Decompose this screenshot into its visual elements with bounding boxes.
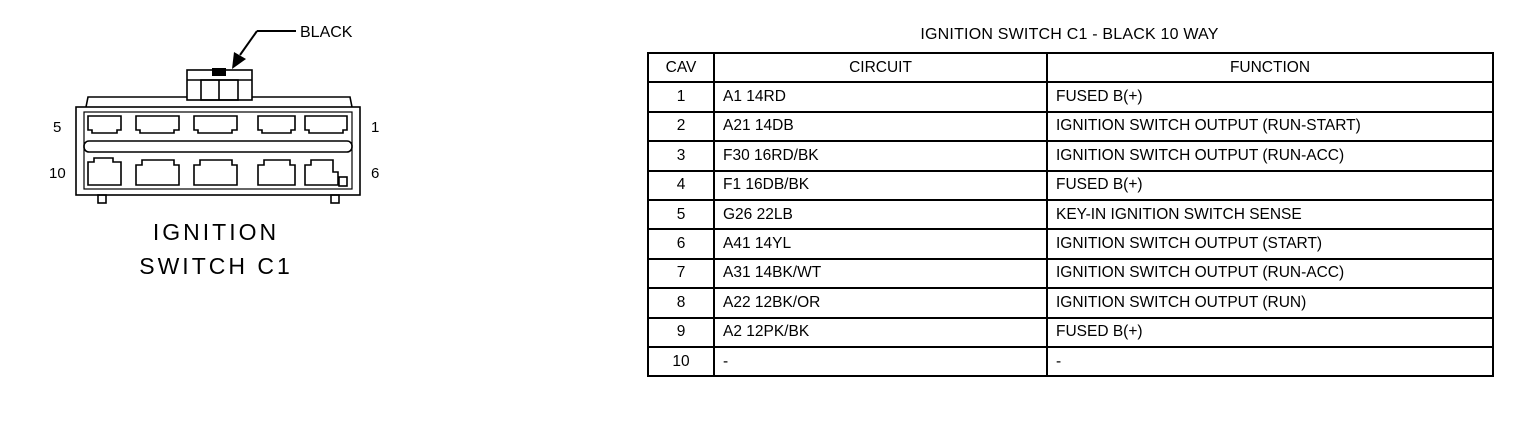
- table-row: [648, 229, 1493, 258]
- circuit-cell: A1 14RD: [714, 82, 1047, 111]
- function-cell: IGNITION SWITCH OUTPUT (RUN-START): [1047, 112, 1493, 141]
- table-row: [648, 200, 1493, 229]
- function-cell: FUSED B(+): [1047, 82, 1493, 111]
- bottom-row-terminals: [88, 158, 338, 185]
- header-cav: CAV: [648, 53, 714, 82]
- cav-cell: 4: [648, 171, 714, 200]
- connector-latch: [187, 68, 252, 100]
- table-row: [648, 259, 1493, 288]
- function-cell: IGNITION SWITCH OUTPUT (RUN-ACC): [1047, 141, 1493, 170]
- function-cell: IGNITION SWITCH OUTPUT (RUN-ACC): [1047, 259, 1493, 288]
- function-cell: -: [1047, 347, 1493, 376]
- header-circuit: CIRCUIT: [714, 53, 1047, 82]
- table-header-row: [648, 53, 1493, 82]
- pin-label-bottom-left: 10: [49, 165, 66, 182]
- table-row: [648, 347, 1493, 376]
- function-cell: FUSED B(+): [1047, 318, 1493, 347]
- cav-cell: 6: [648, 229, 714, 258]
- cav-cell: 10: [648, 347, 714, 376]
- header-function: FUNCTION: [1047, 53, 1493, 82]
- circuit-cell: F30 16RD/BK: [714, 141, 1047, 170]
- table-row: [648, 318, 1493, 347]
- cav-cell: 7: [648, 259, 714, 288]
- cav-cell: 2: [648, 112, 714, 141]
- pinout-table: [647, 52, 1494, 377]
- pin-label-bottom-right: 6: [371, 165, 380, 182]
- circuit-cell: G26 22LB: [714, 200, 1047, 229]
- table-row: [648, 82, 1493, 111]
- pin-label-top-left: 5: [53, 119, 62, 136]
- color-callout-label: BLACK: [300, 24, 353, 41]
- cav-cell: 9: [648, 318, 714, 347]
- function-cell: IGNITION SWITCH OUTPUT (START): [1047, 229, 1493, 258]
- function-cell: KEY-IN IGNITION SWITCH SENSE: [1047, 200, 1493, 229]
- circuit-cell: -: [714, 347, 1047, 376]
- cav-cell: 1: [648, 82, 714, 111]
- connector-body: [76, 97, 360, 203]
- pin-label-top-right: 1: [371, 119, 380, 136]
- circuit-cell: F1 16DB/BK: [714, 171, 1047, 200]
- cav-cell: 5: [648, 200, 714, 229]
- circuit-cell: A2 12PK/BK: [714, 318, 1047, 347]
- cav-cell: 8: [648, 288, 714, 317]
- circuit-cell: A21 14DB: [714, 112, 1047, 141]
- top-row-terminals: [88, 116, 347, 133]
- function-cell: IGNITION SWITCH OUTPUT (RUN): [1047, 288, 1493, 317]
- circuit-cell: A41 14YL: [714, 229, 1047, 258]
- function-cell: FUSED B(+): [1047, 171, 1493, 200]
- connector-name-line2: SWITCH C1: [139, 253, 293, 279]
- table-row: [648, 171, 1493, 200]
- connector-name-line1: IGNITION: [152, 219, 280, 245]
- table-row: [648, 112, 1493, 141]
- table-row: [648, 288, 1493, 317]
- circuit-cell: A31 14BK/WT: [714, 259, 1047, 288]
- table-row: [648, 141, 1493, 170]
- table-title: IGNITION SWITCH C1 - BLACK 10 WAY: [920, 26, 1219, 43]
- connector-diagram: [0, 0, 620, 442]
- circuit-cell: A22 12BK/OR: [714, 288, 1047, 317]
- color-callout-arrow: [232, 31, 296, 69]
- cav-cell: 3: [648, 141, 714, 170]
